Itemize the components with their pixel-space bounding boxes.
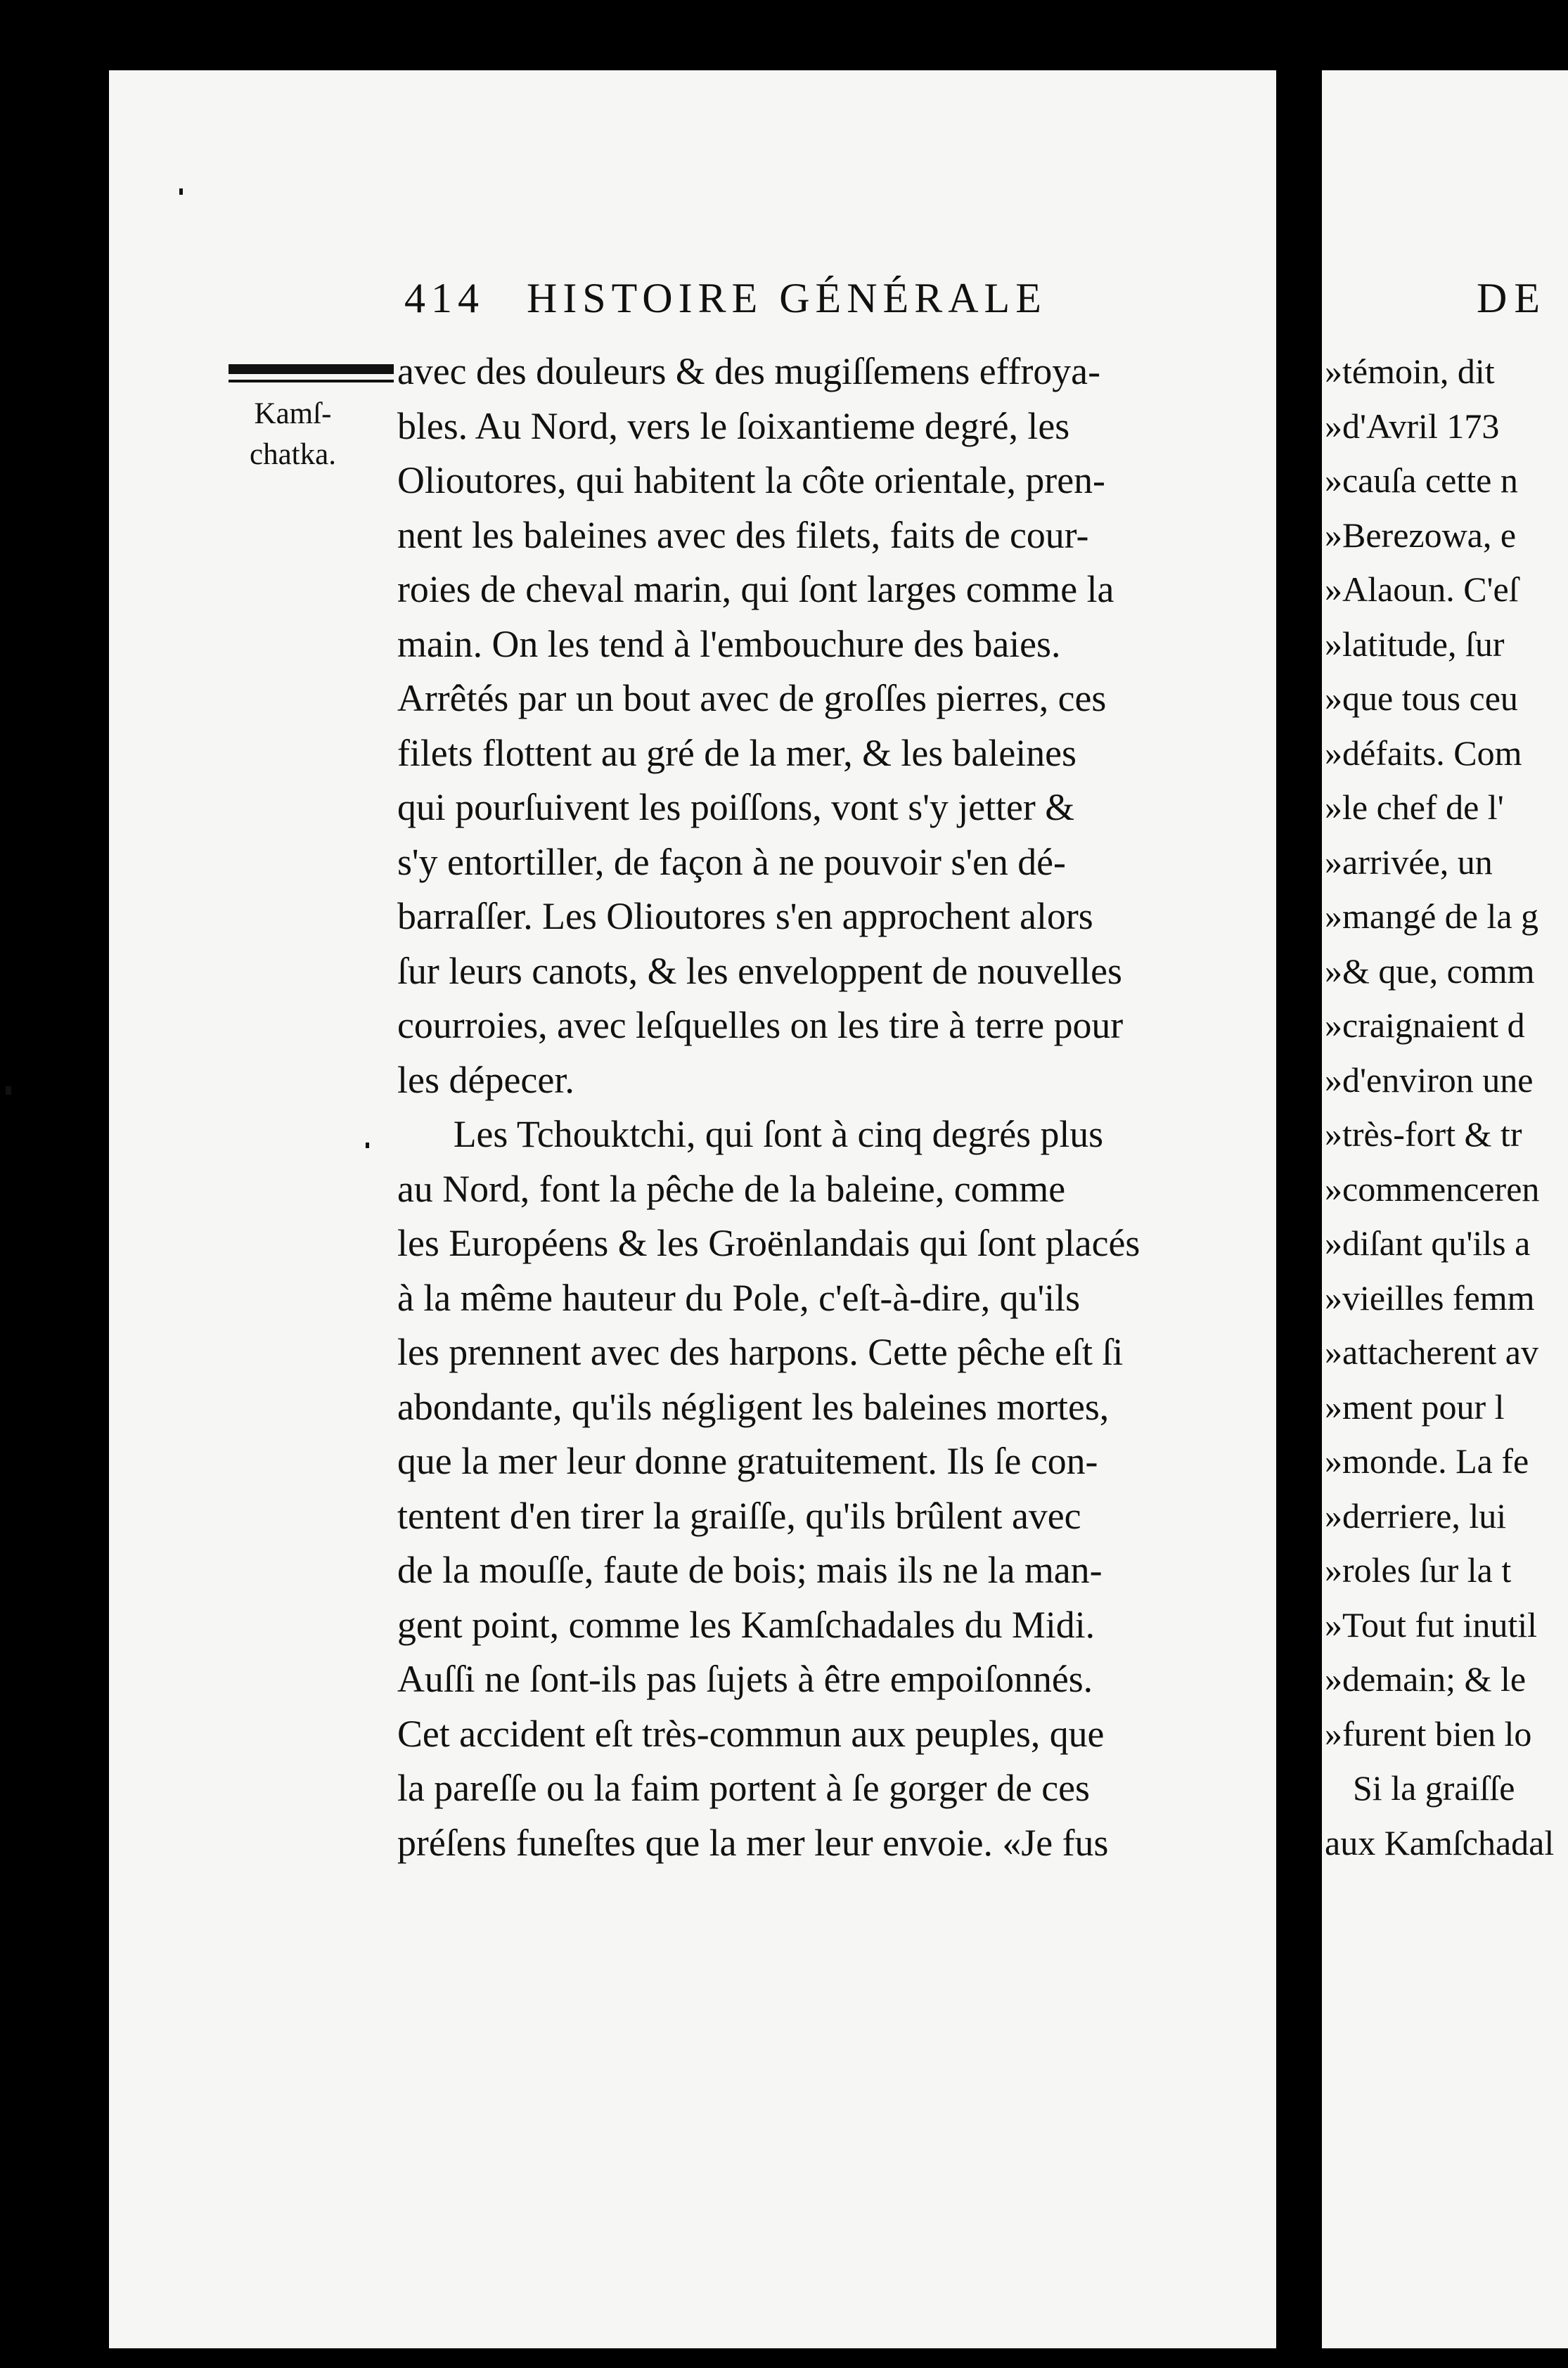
text-line: s'y entortiller, de façon à ne pouvoir s'en dé- xyxy=(397,840,1066,883)
right-body-text xyxy=(1325,345,1554,1870)
text-line: tentent d'en tirer la graiſſe, qu'ils brûlent avec xyxy=(397,1494,1081,1537)
text-line: Si la graiſſe xyxy=(1353,1768,1515,1808)
text-line: »que tous ceu xyxy=(1325,678,1518,718)
page-number: 414 xyxy=(404,275,484,321)
text-line: »vieilles femm xyxy=(1325,1278,1535,1318)
text-line: ſur leurs canots, & les enveloppent de nouvelles xyxy=(397,949,1122,992)
margin-note xyxy=(250,394,336,475)
text-line: gent point, comme les Kamſchadales du Midi. xyxy=(397,1603,1095,1646)
text-line: »attacherent av xyxy=(1325,1332,1538,1372)
scan-speck xyxy=(366,1143,369,1148)
body-text xyxy=(397,345,1276,1870)
text-line: »Berezowa, e xyxy=(1325,515,1517,555)
text-line: de la mouſſe, faute de bois; mais ils ne la man- xyxy=(397,1549,1103,1591)
text-line: Olioutores, qui habitent la côte orientale, pren- xyxy=(397,459,1105,501)
text-line: »& que, comm xyxy=(1325,951,1535,991)
text-line: »monde. La fe xyxy=(1325,1441,1529,1481)
text-line: »diſant qu'ils a xyxy=(1325,1223,1531,1263)
left-page xyxy=(109,70,1276,2348)
text-line: les dépecer. xyxy=(397,1058,574,1101)
text-line: »le chef de l' xyxy=(1325,787,1504,827)
text-line: Arrêtés par un bout avec de groſſes pierres, ces xyxy=(397,677,1107,719)
running-title: HISTOIRE GÉNÉRALE xyxy=(527,275,1047,321)
text-line: nent les baleines avec des filets, faits de cour- xyxy=(397,513,1089,556)
text-line: main. On les tend à l'embouchure des baies. xyxy=(397,622,1061,665)
text-line: au Nord, font la pêche de la baleine, comme xyxy=(397,1167,1066,1210)
text-line: »d'environ une xyxy=(1325,1060,1534,1100)
text-line: abondante, qu'ils négligent les baleines mortes, xyxy=(397,1385,1110,1428)
text-line: à la même hauteur du Pole, c'eſt-à-dire, qu'ils xyxy=(397,1276,1081,1319)
text-line: »cauſa cette n xyxy=(1325,461,1518,500)
text-line: »derriere, lui xyxy=(1325,1495,1507,1536)
text-line: courroies, avec leſquelles on les tire à terre pour xyxy=(397,1004,1124,1046)
text-line: »latitude, ſur xyxy=(1325,624,1505,664)
text-line: Auſſi ne ſont-ils pas ſujets à être empoiſonnés. xyxy=(397,1658,1093,1700)
text-line: les Européens & les Groënlandais qui ſont placés xyxy=(397,1222,1140,1264)
scan-speck xyxy=(179,188,183,195)
text-line: »demain; & le xyxy=(1325,1659,1527,1699)
marginal-rule-thin xyxy=(229,380,394,382)
marginal-rule xyxy=(229,364,394,374)
text-line: aux Kamſchadal xyxy=(1325,1822,1555,1862)
text-line: filets flottent au gré de la mer, & les baleines xyxy=(397,731,1077,774)
text-line: la pareſſe ou la faim portent à ſe gorger de ces xyxy=(397,1767,1090,1809)
text-line: »ment pour l xyxy=(1325,1386,1505,1427)
right-page xyxy=(1322,70,1568,2348)
text-line: avec des douleurs & des mugiſſemens effroya- xyxy=(397,350,1100,392)
text-line: »défaits. Com xyxy=(1325,733,1522,773)
text-line: »très-fort & tr xyxy=(1325,1114,1522,1154)
text-line: Cet accident eſt très-commun aux peuples, que xyxy=(397,1712,1105,1755)
text-line: les prennent avec des harpons. Cette pêche eſt ſi xyxy=(397,1331,1124,1373)
text-line: barraſſer. Les Olioutores s'en approchent alors xyxy=(397,895,1093,937)
text-line: »commenceren xyxy=(1325,1169,1540,1209)
text-line: que la mer leur donne gratuitement. Ils ſe con- xyxy=(397,1440,1098,1482)
text-line: »Tout fut inutil xyxy=(1325,1604,1538,1645)
text-line: »roles ſur la t xyxy=(1325,1550,1512,1590)
text-line: »craignaient d xyxy=(1325,1005,1525,1045)
text-line: préſens funeſtes que la mer leur envoie. «Je fus xyxy=(397,1821,1109,1864)
right-running-title: DE xyxy=(1477,275,1547,321)
page-header xyxy=(404,274,1047,323)
scan-speck xyxy=(6,1086,11,1095)
text-line: roies de cheval marin, qui ſont larges comme la xyxy=(397,568,1114,610)
text-line: »furent bien lo xyxy=(1325,1713,1532,1754)
text-line: »témoin, dit xyxy=(1325,352,1495,391)
text-line: qui pourſuivent les poiſſons, vont s'y jetter & xyxy=(397,786,1075,828)
text-line: »d'Avril 173 xyxy=(1325,406,1500,446)
text-line: »Alaoun. C'eſ xyxy=(1325,570,1519,609)
text-line: »mangé de la g xyxy=(1325,896,1539,936)
text-line: Les Tchouktchi, qui ſont à cinq degrés plus xyxy=(453,1113,1104,1155)
text-line: bles. Au Nord, vers le ſoixantieme degré, les xyxy=(397,404,1070,447)
margin-note-line: chatka. xyxy=(250,438,336,471)
margin-note-line: Kamſ- xyxy=(254,397,332,430)
text-line: »arrivée, un xyxy=(1325,842,1493,882)
